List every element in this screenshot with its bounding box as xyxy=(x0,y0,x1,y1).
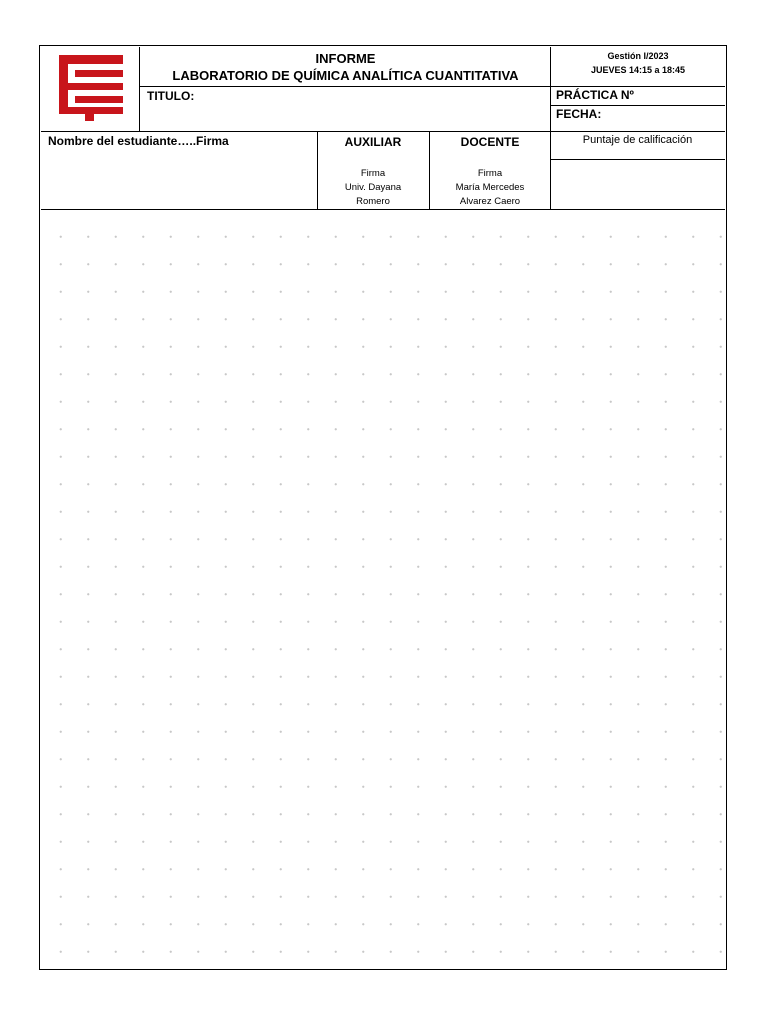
auxiliar-firma: Firma xyxy=(360,168,386,179)
docente-heading: DOCENTE xyxy=(460,135,520,149)
puntaje-label: Puntaje de calificación xyxy=(582,134,693,146)
docente-firma: Firma xyxy=(477,168,503,179)
fecha-label: FECHA: xyxy=(556,107,602,121)
auxiliar-name-line1: Univ. Dayana xyxy=(344,182,402,193)
title-cell xyxy=(140,47,551,131)
dot-grid-area xyxy=(41,211,725,968)
report-header xyxy=(41,47,725,210)
auxiliar-heading: AUXILIAR xyxy=(344,135,402,149)
faculty-logo xyxy=(59,55,123,121)
lab-name: LABORATORIO DE QUÍMICA ANALÍTICA CUANTITATIVA xyxy=(172,68,519,83)
report-title: INFORME xyxy=(315,51,376,66)
info-cell xyxy=(551,47,725,131)
docente-name-line2: Alvarez Caero xyxy=(459,196,521,207)
docente-name-line1: María Mercedes xyxy=(455,182,525,193)
practica-label: PRÁCTICA Nº xyxy=(556,88,634,102)
schedule: JUEVES 14:15 a 18:45 xyxy=(590,65,686,75)
report-sheet xyxy=(39,45,727,970)
logo-cell xyxy=(41,47,140,131)
student-name-label: Nombre del estudiante…..Firma xyxy=(48,134,229,148)
titulo-label: TITULO: xyxy=(147,89,195,103)
gestion: Gestión I/2023 xyxy=(607,51,669,61)
auxiliar-name-line2: Romero xyxy=(356,196,390,207)
